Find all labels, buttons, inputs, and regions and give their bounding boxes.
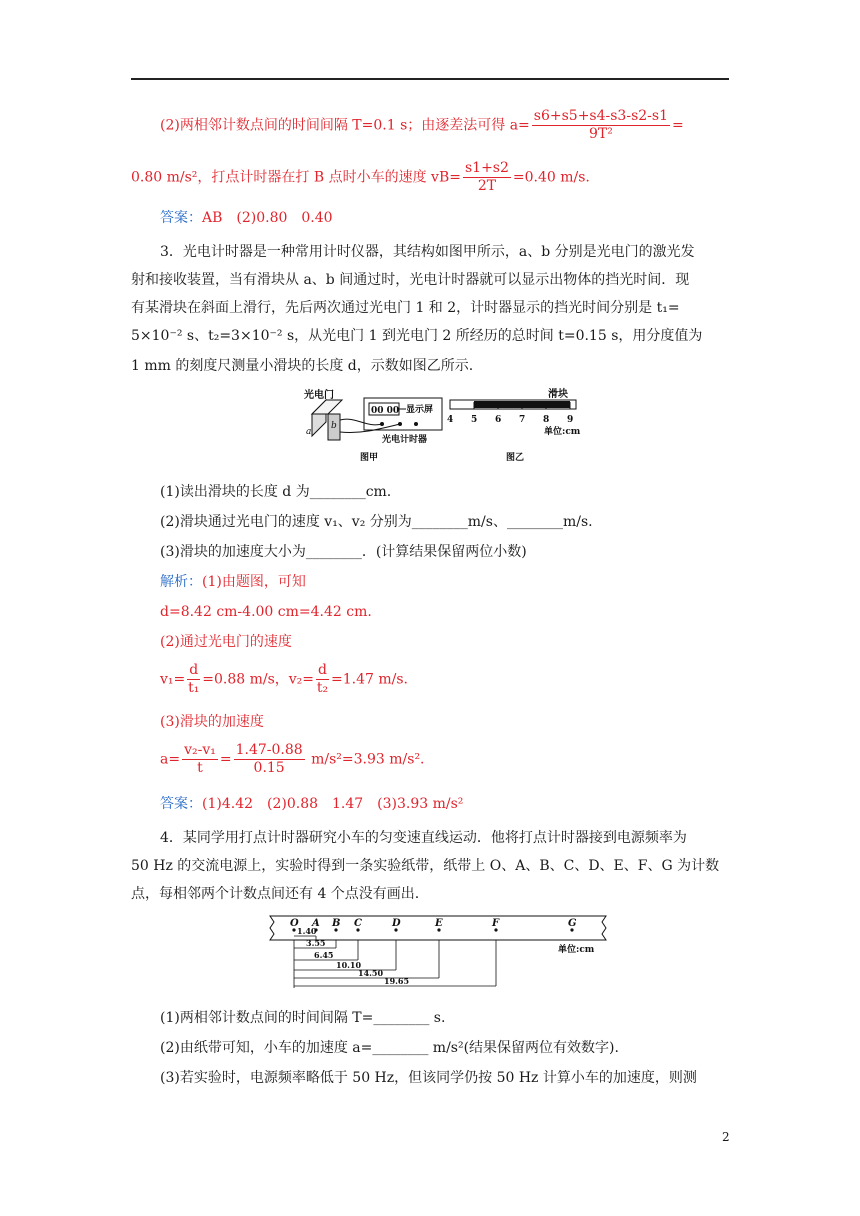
v1-fraction-den: t₁ [188,680,200,696]
answer-label: 答案： [160,796,202,812]
figure-yi [440,384,590,464]
solution-label: 解析： [160,574,202,590]
q2-fraction-num: s6+s5+s4-s3-s2-s1 [533,108,668,124]
q3-paragraph-line4: 5×10⁻² s、t₂=3×10⁻² s，从光电门 1 到光电门 2 所经历的总时间 t=0.15 s，用分度值为 [131,328,703,344]
q3-solution-line5: (3)滑块的加速度 [160,714,264,730]
a-label: a= [160,751,181,768]
point-label-G: G [568,918,577,929]
ruler-tick-label: 9 [567,415,574,425]
q3-paragraph-line1: 3．光电计时器是一种常用计时仪器，其结构如图甲所示，a、b 分别是光电门的激光发 [160,244,695,260]
point-label-E: E [435,918,443,929]
distance-OD: 10.10 [336,960,362,970]
gate-b-label: b [331,421,337,431]
slider-label: 滑块 [548,389,568,400]
q2-answer [160,208,333,228]
figure-jia [296,384,446,464]
q2-line2-suffix: =0.40 m/s. [512,169,590,186]
page-number: 2 [722,1130,730,1144]
timer-display-digits: 00 00 [371,406,400,416]
a-result: m/s²=3.93 m/s². [306,751,425,768]
paper-tape-figure [266,912,610,992]
display-screen-label: 显示屏 [406,405,434,415]
answer-text: (1)4.42 (2)0.88 1.47 (3)3.93 m/s² [202,796,464,812]
q3-solution-line6 [160,742,425,777]
q4-subquestion-3: (3)若实验时，电源频率略低于 50 Hz，但该同学仍按 50 Hz 计算小车的加速度，则测 [160,1070,697,1086]
q2-vb-num: s1+s2 [464,160,509,176]
point-label-B: B [332,918,341,929]
point-label-C: C [354,918,362,929]
q4-paragraph-line1: 4．某同学用打点计时器研究小车的匀变速直线运动．他将打点计时器接到电源频率为 [160,830,687,846]
distance-OB: 3.55 [306,938,326,948]
q2-line1-suffix: = [671,117,684,134]
distance-OC: 6.45 [314,950,334,960]
q3-paragraph-line2: 射和接收装置，当有滑块从 a、b 间通过时，光电计时器就可以显示出物体的挡光时间．现 [131,272,690,288]
v2-fraction-num: d [318,662,327,678]
v2-fraction-den: t₂ [316,680,329,696]
gate-top-panel [312,400,342,414]
q3-answer [160,794,463,814]
ruler-tick-label: 4 [447,415,454,425]
timer-label: 光电计时器 [382,435,428,445]
a-fraction1-den: t [197,760,203,776]
ruler-tick-label: 5 [471,415,478,425]
solution-text: (1)由题图，可知 [202,574,306,590]
q2-fraction-den: 9T² [588,126,613,142]
q4-subquestion-2: (2)由纸带可知，小车的加速度 a=________ m/s²(结果保留两位有效数字). [160,1040,619,1056]
q3-subquestion-1: (1)读出滑块的长度 d 为________cm. [160,484,392,500]
tape-unit: 单位:cm [558,945,595,955]
q2-solution-line1 [160,108,684,143]
distance-OF: 19.65 [384,976,410,986]
q2-line1-prefix: (2)两相邻计数点间的时间间隔 T=0.1 s；由逐差法可得 a= [160,117,530,134]
a-equals: = [219,751,232,768]
a-fraction1-num: v₂-v₁ [184,742,216,758]
ruler-unit: 单位:cm [544,427,581,437]
point-label-O: O [290,918,299,929]
q3-solution-line2: d=8.42 cm-4.00 cm=4.42 cm. [160,604,372,620]
point-label-F: F [492,918,500,929]
a-fraction2-den: 0.15 [253,760,285,776]
q2-vb-den: 2T [477,178,497,194]
v1-fraction-num: d [189,662,199,678]
distance-OA: 1.40 [297,926,317,936]
fig-jia-gate-label: 光电门 [304,390,334,401]
q2-line2-prefix: 0.80 m/s²，打点计时器在打 B 点时小车的速度 vB= [131,169,461,186]
point-label-A: A [312,918,320,929]
q3-paragraph-line3: 有某滑块在斜面上滑行，先后两次通过光电门 1 和 2，计时器显示的挡光时间分别是 t₁= [131,300,680,316]
q3-solution-line3: (2)通过光电门的速度 [160,634,292,650]
gate-a-label: a [306,427,312,437]
v1-result-v2-label: =0.88 m/s，v₂= [202,671,315,688]
q3-subquestion-3: (3)滑块的加速度大小为________．(计算结果保留两位小数) [160,544,527,560]
ruler-tick-label: 7 [519,415,526,425]
q3-solution-line1 [160,572,306,592]
fig-yi-caption: 图乙 [506,453,525,463]
ruler-tick-label: 8 [543,415,550,425]
answer-label: 答案： [160,210,202,226]
q3-solution-line4 [160,662,408,697]
ruler-tick-label: 6 [495,415,502,425]
q4-paragraph-line3: 点，每相邻两个计数点间还有 4 个点没有画出. [131,886,420,902]
a-fraction2-num: 1.47-0.88 [235,742,303,758]
q4-subquestion-1: (1)两相邻计数点间的时间间隔 T=________ s. [160,1010,446,1026]
q2-solution-line2 [131,160,590,195]
timer-jack-3 [414,422,418,426]
answer-text: AB (2)0.80 0.40 [202,210,333,226]
distance-OE: 14.50 [358,968,384,978]
point-label-D: D [392,918,401,929]
fig-jia-caption: 图甲 [360,453,379,463]
q4-paragraph-line2: 50 Hz 的交流电源上，实验时得到一条实验纸带，纸带上 O、A、B、C、D、E、F、G 为计数 [131,858,720,874]
q3-paragraph-line5: 1 mm 的刻度尺测量小滑块的长度 d，示数如图乙所示. [131,358,474,374]
q3-subquestion-2: (2)滑块通过光电门的速度 v₁、v₂ 分别为________m/s、________m/s. [160,514,593,530]
v2-result: =1.47 m/s. [330,671,408,688]
header-rule [131,78,729,80]
v1-label: v₁= [160,671,186,688]
